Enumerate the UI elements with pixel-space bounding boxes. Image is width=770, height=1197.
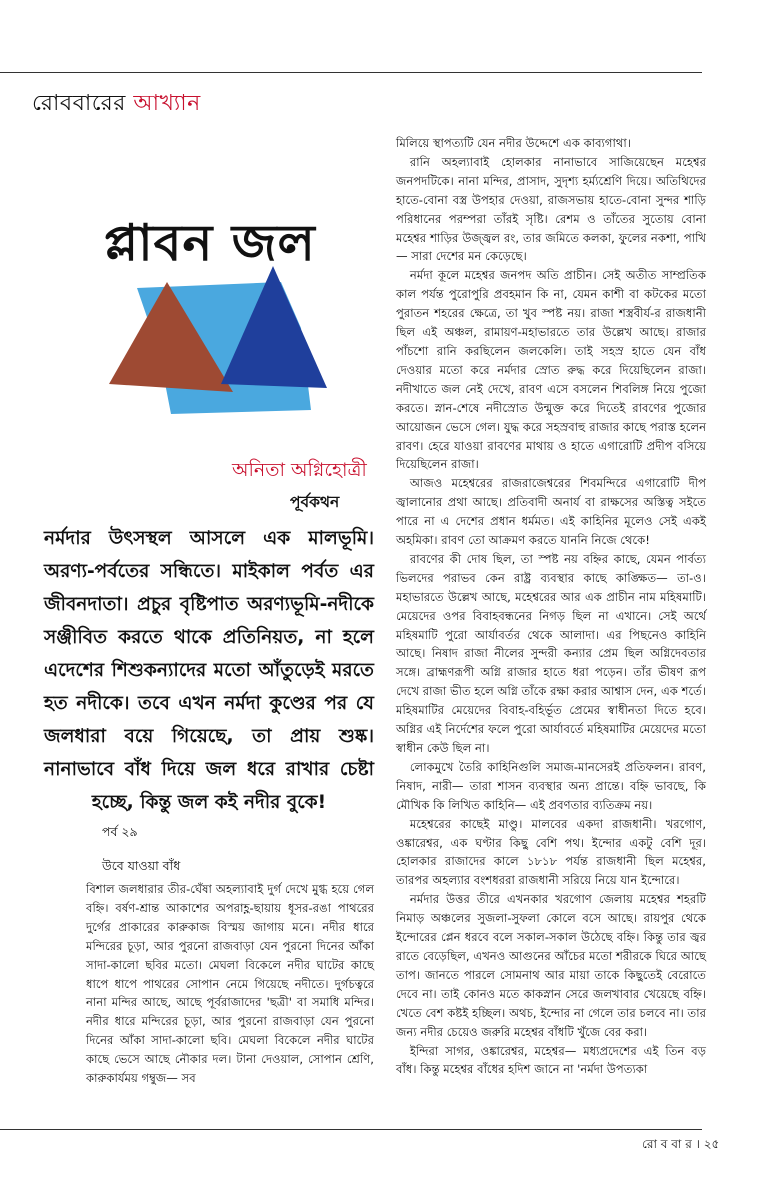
- body-paragraph: ইন্দিরা সাগর, ওঙ্কারেশ্বর, মহেশ্বর— মধ্যপ্রদেশের এই তিন বড় বাঁধ। কিন্তু মহেশ্বর বাঁধের হদিশ জানে না 'নর্মদা উপত্যকা: [396, 1043, 706, 1077]
- author-name: অনিতা অগ্নিহোত্রী: [232, 459, 367, 481]
- body-paragraph: মিলিয়ে স্থাপত্যটি যেন নদীর উদ্দেশে এক কাব্যগাথা।: [396, 136, 631, 150]
- chapter-label: পর্ব ২৯: [102, 824, 138, 839]
- left-text-column: [86, 880, 374, 1088]
- body-paragraph: লোকমুখে তৈরি কাহিনিগুলি সমাজ-মানসেরই প্রতিফলন। রাবণ, নিষাদ, নারী— তারা শাসন ব্যবস্থার অন্য প্রান্তে। বহ্নি ভাবছে, কি মৌখিক কি লিখিত কাহিনি— এই প্রবণতার ব্যতিক্রম নয়।: [396, 759, 706, 812]
- section-label: [32, 86, 201, 123]
- bottom-rule: [0, 1129, 702, 1130]
- body-paragraph: বিশাল জলধারার তীর-ঘেঁষা অহল্যাবাই দুর্গ দেখে মুগ্ধ হয়ে গেল বহ্নি। বর্ষণ-শ্রান্ত আকাশের অপরাহ্ণ-ছায়ায় ধূসর-রঙা পাথরের দুর্গের প্রাকারের কারুকাজ বিস্ময় জাগায় মনে। নদীর ধারে মন্দিরের চূড়া, আর পুরনো রাজবাড়া যেন পুরনো দিনের আঁকা সাদা-কালো ছবির মতো। মেঘলা বিকেলে নদীর ঘাটের কাছে ধাপে ধাপে পাথরের সোপান নেমে গিয়েছে নদীতে। দুর্গচত্বরে নানা মন্দির আছে, আছে পূর্বরাজাদের 'ছত্রী' বা সমাধি মন্দির। নদীর ধারে মন্দিরের চূড়া, আর পুরনো রাজবাড়া যেন পুরনো দিনের আঁকা সাদা-কালো ছবি। মেঘলা বিকেলে নদীর ঘাটের কাছে ভেসে আছে নৌকার দল। টানা দেওয়াল, সোপান শ্রেণি, কারুকার্যময় গম্বুজ— সব: [86, 882, 374, 1086]
- top-rule: [0, 72, 702, 73]
- mountains-illustration: [109, 266, 349, 430]
- body-paragraph: রানি অহল্যাবাই হোলকার নানাভাবে সাজিয়েছেন মহেশ্বর জনপদটিকে। নানা মন্দির, প্রাসাদ, সুদৃশ্য হর্ম্যশ্রেণি দিয়ে। অতিথিদের হাতে-বোনা বস্ত্র উপহার দেওয়া, রাজসভায় হাতে-বোনা সুন্দর শাড়ি পরিধানের পরম্পরা তাঁরই সৃষ্টি। রেশম ও তাঁতের সুতোয় বোনা মহেশ্বর শাড়ির উজ্জ্বল রং, তার জমিতে কলকা, ফুলের নকশা, পাখি— সারা দেশের মন কেড়েছে।: [396, 154, 706, 264]
- body-paragraph: আজও মহেশ্বরের রাজরাজেশ্বরের শিবমন্দিরে এগারোটি দীপ জ্বালানোর প্রথা আছে। প্রতিবাদী অনার্য বা রাক্ষসের অস্তিত্ব সইতে পারে না এ দেশের প্রধান ধর্মমত। এই কাহিনির মূলেও সেই একই অহমিকা। রাবণ তো আক্রমণ করতে যাননি নিজে থেকে!: [396, 476, 706, 548]
- body-paragraph: নর্মদা কূলে মহেশ্বর জনপদ অতি প্রাচীন। সেই অতীত সাম্প্রতিক কাল পর্যন্ত পুরোপুরি প্রবহমান কি না, যেমন কাশী বা কটকের মতো পুরাতন শহরের ক্ষেত্রে, তা খুব স্পষ্ট নয়। রাজা শস্ত্রবীর্য-র রাজধানী ছিল এই অঞ্চল, রামায়ণ-মহাভারতে তার উল্লেখ আছে। রাজার পাঁচশো রানি করছিলেন জলকেলি। তাই সহস্র হাতে যেন বাঁধ দেওয়ার মতো করে নর্মদার স্রোত রুদ্ধ করে দিয়েছিলেন রাজা। নদীখাতে জল নেই দেখে, রাবণ এসে বসলেন শিবলিঙ্গ নিয়ে পুজো করতে। স্নান-শেষে নদীস্রোত উন্মুক্ত করে দিতেই রাবণের পুজোর আয়োজন ভেসে গেল। যুদ্ধ করে সহস্রবাহু রাজার কাছে পরাস্ত হলেন রাবণ। হেরে যাওয়া রাবণের মাথায় ও হাতে এগারোটি প্রদীপ বসিয়ে দিয়েছিলেন রাজা।: [396, 268, 706, 472]
- story-title: প্লাবন জল: [104, 214, 316, 272]
- chapter-subhead: উবে যাওয়া বাঁধ: [102, 858, 181, 873]
- page-folio: রো ব বা র । ২৫: [642, 1137, 720, 1151]
- prologue-label: পূর্বকথন: [290, 493, 340, 511]
- intro-paragraph: নর্মদার উৎসস্থল আসলে এক মালভূমি। অরণ্য-পর্বতের সন্ধিতে। মাইকাল পর্বত এর জীবনদাতা। প্রচুর বৃষ্টিপাত অরণ্যভূমি-নদীকে সঞ্জীবিত করতে থাকে প্রতিনিয়ত, না হলে এদেশের শিশুকন্যাদের মতো আঁতুড়েই মরতে হত নদীকে। তবে এখন নর্মদা কুণ্ডের পর যে জলধারা বয়ে গিয়েছে, তা প্রায় শুষ্ক। নানাভাবে বাঁধ দিয়ে জল ধরে রাখার চেষ্টা হচ্ছে, কিন্তু জল কই নদীর বুকে!: [44, 528, 374, 813]
- right-text-column: [396, 134, 706, 1079]
- body-paragraph: মহেশ্বরের কাছেই মাণ্ডু। মালবের একদা রাজধানী। খরগোণ, ওঙ্কারেশ্বর, এক ঘণ্টার কিছু বেশি পথ। ইন্দোর একটু বেশি দূর। হোলকার রাজাদের কালে ১৮১৮ পর্যন্ত রাজধানী ছিল মহেশ্বর, তারপর অহল্যার বংশধররা রাজধানী সরিয়ে নিয়ে যান ইন্দোরে।: [396, 816, 706, 888]
- body-paragraph: রাবণের কী দোষ ছিল, তা স্পষ্ট নয় বহ্নির কাছে, যেমন পার্বত্য ভিলদের পরাভব কেন রাষ্ট্র ব্যবস্থার কাছে কাঙ্ক্ষিত— তা-ও। মহাভারতে উল্লেখ আছে, মহেশ্বরের আর এক প্রাচীন নাম মহিষমাটি। মেয়েদের ওপর বিবাহবন্ধনের নিগড় ছিল না এখানে। সেই অর্থে মহিষমাটি পুরো আর্যাবর্তর থেকে আলাদা। এর পিছনেও কাহিনি আছে। নিষাদ রাজা নীলের সুন্দরী কন্যার প্রেম ছিল অগ্নিদেবতার সঙ্গে। ব্রাহ্মণরূপী অগ্নি রাজার হাতে ধরা পড়েন। তাঁর ভীষণ রূপ দেখে রাজা ভীত হলে অগ্নি তাঁকে রক্ষা করার আশ্বাস দেন, এক শর্তে। মহিষমাটির মেয়েদের বিবাহ-বহির্ভূত প্রেমের স্বাধীনতা দিতে হবে। অগ্নির এই নির্দেশের ফলে পুরো আর্যাবর্তে মহিষমাটির মেয়েদের মতো স্বাধীন কেউ ছিল না।: [396, 551, 706, 755]
- body-paragraph: নর্মদার উত্তর তীরে এখনকার খরগোণ জেলায় মহেশ্বর শহরটি নিমাড় অঞ্চলের সুজলা-সুফলা কোলে বসে আছে। রায়পুর থেকে ইন্দোরের প্লেন ধরবে বলে সকাল-সকাল উঠেছে বহ্নি। কিন্তু তার জ্বর রাতে বেড়েছিল, এখনও আগুনের আঁচের মতো শরীরকে ঘিরে আছে তাপ। জানতে পারলে সোমনাথ আর মায়া তাকে কিছুতেই বেরোতে দেবে না। তাই কোনও মতে কাকস্নান সেরে জলখাবার খেয়েছে বহ্নি। খেতে বেশ কষ্টই হচ্ছিল। অথচ, ইন্দোর না গেলে তার চলবে না। তার জন্য নদীর চেয়েও জরুরি মহেশ্বর বাঁধটি খুঁজে বের করা।: [396, 892, 706, 1039]
- section-label-prefix: রোববারের: [32, 91, 134, 116]
- section-label-accent: আখ্যান: [133, 91, 201, 116]
